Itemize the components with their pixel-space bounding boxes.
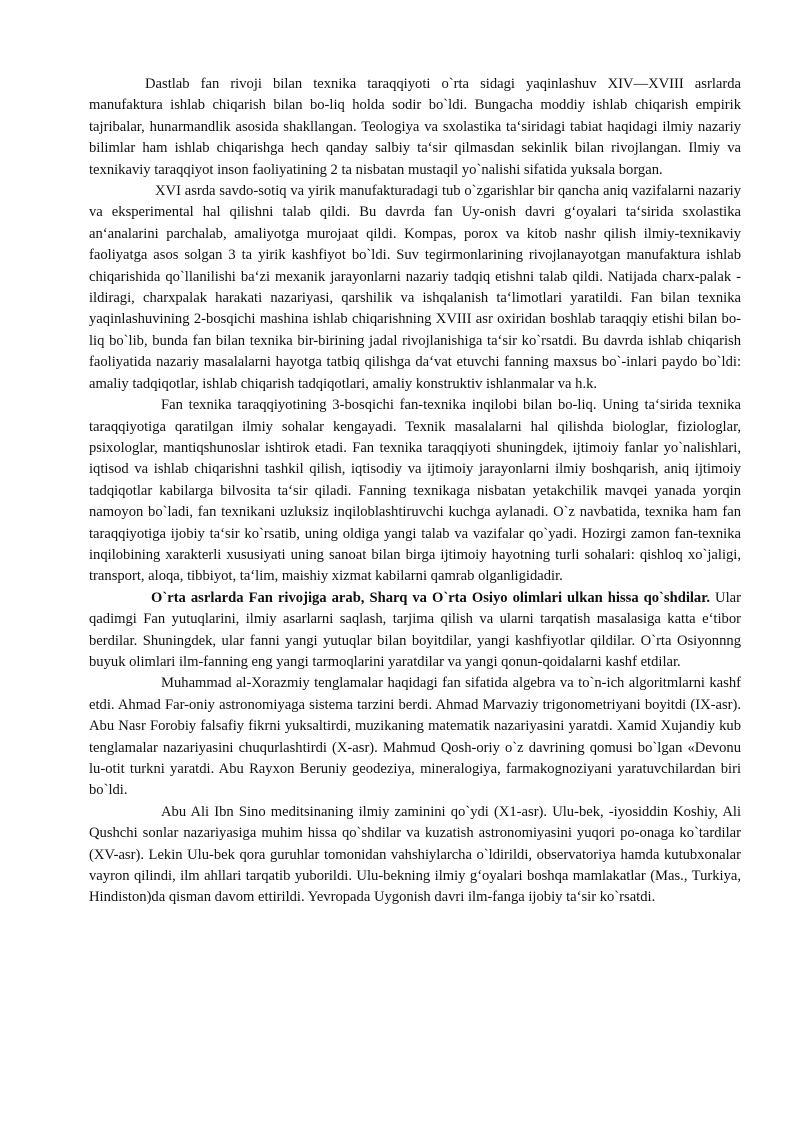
paragraph-ibn-sino [89, 802, 741, 909]
paragraph-text: XVI asrda savdo-sotiq va yirik manufakturadagi tub o`zgarishlar bir qancha aniq vazifalarni nazariy va eksperimental hal qilishni talab qildi. Bu davrda fan Uy-onish davri g‘oyalari ta‘sirida sxolastika an‘analarini parchalab, amaliyotga murojaat qildi. Kompas, porox va kitob nashr qilish ilmiy-texnikaviy faoliyatga asos solgan 3 ta yirik kashfiyot bo`ldi. Suv tegirmonlarining rivojlanayotgan manufaktura ishlab chiqarishida qo`llanilishi ba‘zi mexanik jarayonlarni nazariy tadqiq etishni talab qildi. Natijada charx-palak -ildiragi, charxpalak harakati nazariyasi, qarshilik va ishqalanish ta‘limotlari yaratildi. Fan bilan texnika yaqinlashuvining 2-bosqichi mashina ishlab chiqarishning XVIII asr oxiridan boshlab taraqqiy etishi bilan bo-liq bo`lib, bunda fan bilan texnika bir-birining jadal rivojlanishiga ta‘sir ko`rsatdi. Bu davrda ishlab chiqarish faoliyatida nazariy masalalarni hayotga tatbiq qilishga da‘vat etuvchi fanning maxsus bo`-inlari paydo bo`ldi: amaliy tadqiqotlar, ishlab chiqarish tadqiqotlari, amaliy konstruktiv ishlanmalar va h.k. [89, 183, 741, 392]
paragraph-bold-lead: O`rta asrlarda Fan rivojiga arab, Sharq va O`rta Osiyo olimlari ulkan hissa qo`shdilar. [151, 589, 711, 606]
paragraph-text: Ular qadimgi Fan yutuqlarini, ilmiy asarlarni saqlash, tarjima qilish va ularni tarqatish masalasiga katta e‘tibor berdilar. Shuningdek, ular fanni yangi yutuqlar bilan boyitdilar, yangi kashfiyotlar qildilar. O`rta Osiyonnng buyuk olimlari ilm-fanning eng yangi tarmoqlarini yaratdilar va yangi qonun-qoidalarni kashf etdilar. [89, 589, 741, 670]
paragraph-third-stage [89, 395, 741, 588]
paragraph-text: Dastlab fan rivoji bilan texnika taraqqiyoti o`rta sidagi yaqinlashuv XIV—XVIII asrlarda manufaktura ishlab chiqarish bilan bo-liq holda sodir bo`ldi. Bungacha moddiy ishlab chiqarish empirik tajribalar, hunarmandlik asosida shakllangan. Teologiya va sxolastika ta‘siridagi tabiat haqidagi ilmiy nazariy bilimlar ham ishlab chiqarishga hech qanday salbiy ta‘sir qilmasdan sekinlik bilan rivojlangan. Ilmiy va texnikaviy taraqqiyot inson faoliyatining 2 ta nisbatan mustaqil yo`nalishi sifatida yuksala borgan. [89, 76, 741, 178]
document-page [89, 74, 741, 909]
paragraph-scholars-list [89, 673, 741, 801]
paragraph-text: Muhammad al-Xorazmiy tenglamalar haqidagi fan sifatida algebra va to`n-ich algoritmlarni kashf etdi. Ahmad Far-oniy astronomiyaga sistema tarzini berdi. Ahmad Marvaziy trigonometriyani boyitdi (IX-asr). Abu Nasr Forobiy falsafiy fikrni yuksaltirdi, muzikaning matematik nazariyasini yaratdi. Xamid Xujandiy kub tenglamalar nazariyasini chuqurlashtirdi (X-asr). Mahmud Qosh-oriy o`z davrining qomusi bo`lgan «Devonu lu-otit turkni yaratdi. Abu Rayxon Beruniy geodeziya, mineralogiya, farmakognoziyani yaratuvchilardan biri bo`ldi. [89, 675, 741, 799]
paragraph-xvi-century [89, 181, 741, 395]
paragraph-text: Fan texnika taraqqiyotining 3-bosqichi fan-texnika inqilobi bilan bo-liq. Uning ta‘sirida texnika taraqqiyotiga qaratilgan ilmiy sohalar kengayadi. Texnik masalalarni hal qilishda biologlar, fiziologlar, psixologlar, mantiqshunoslar ishtirok etadi. Fan texnika taraqqiyoti shuningdek, ijtimoiy fanlar yo`nalishlari, iqtisod va ishlab chiqarishni tashkil qilish, iqtisodiy va ijtimoiy jarayonlarni ilmiy boshqarish, aniq ijtimoiy tadqiqotlar kabilarga bilvosita ta‘sir qiladi. Fanning texnikaga nisbatan yetakchilik mavqei yanada yorqin namoyon bo`ladi, fan texnikani uzluksiz inqiloblashtiruvchi kuchga aylanadi. O`z navbatida, texnika ham fan taraqqiyotiga ijobiy ta‘sir ko`rsatib, uning oldiga yangi talab va vazifalar qo`yadi. Hozirgi zamon fan-texnika inqilobining xarakterli xususiyati uning sanoat bilan birga ijtimoiy hayotning turli sohalari: qishloq xo`jaligi, transport, aloqa, tibbiyot, ta‘lim, maishiy xizmat kabilarni qamrab olganligidadir. [89, 397, 741, 585]
paragraph-middle-ages-scholars [89, 588, 741, 674]
paragraph-text: Abu Ali Ibn Sino meditsinaning ilmiy zaminini qo`ydi (X1-asr). Ulu-bek, -iyosiddin Koshiy, Ali Qushchi sonlar nazariyasiga muhim hissa qo`shdilar va kuzatish astronomiyasini yuqori po-onaga ko`tardilar (XV-asr). Lekin Ulu-bek qora guruhlar tomonidan vahshiylarcha o`ldirildi, observatoriya hamda kutubxonalar vayron qilindi, ilm ahllari tarqatib yuborildi. Ulu-bekning ilmiy g‘oyalari boshqa mamlakatlar (Mas., Turkiya, Hindiston)da qisman davom ettirildi. Yevropada Uygonish davri ilm-fanga ijobiy ta‘sir ko`rsatdi. [89, 803, 741, 906]
paragraph-manufacture-era [89, 74, 741, 181]
